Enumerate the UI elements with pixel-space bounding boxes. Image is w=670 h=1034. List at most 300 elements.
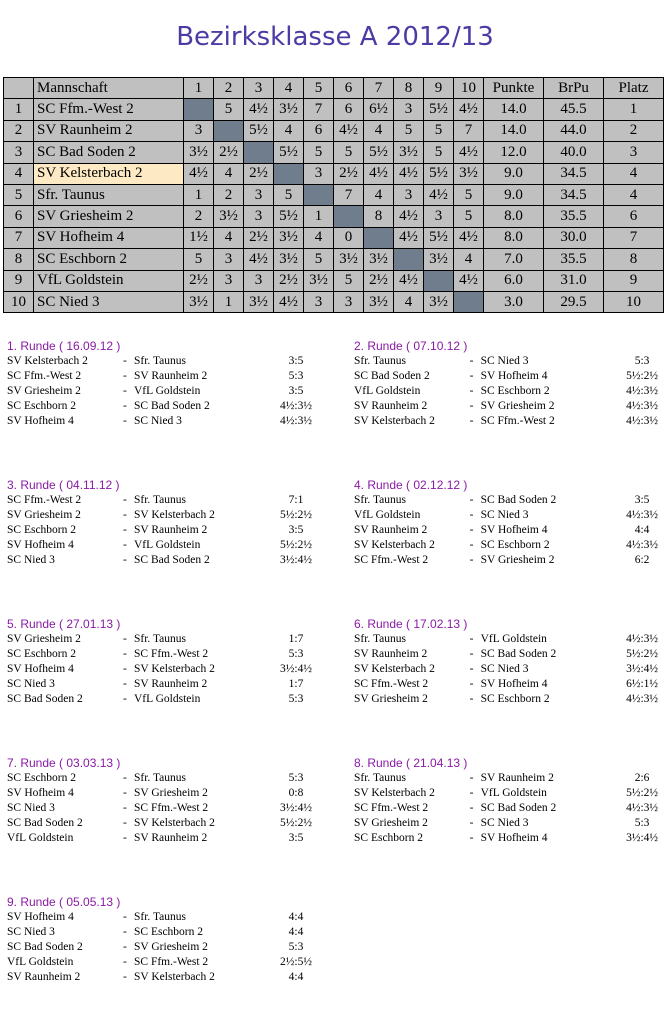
match-score: 5:3 [288, 772, 304, 784]
round-title: 9. Runde ( 05.05.13 ) [7, 895, 121, 909]
home-team: SC Ffm.-West 2 [354, 554, 429, 566]
result-cell: 5 [184, 249, 214, 270]
match-row [7, 384, 354, 399]
away-team: VfL Goldstein [134, 539, 201, 551]
result-cell: 0 [334, 227, 364, 248]
match-separator: - [123, 832, 127, 844]
team-cell: SV Raunheim 2 [34, 120, 184, 141]
result-cell: 6 [334, 99, 364, 120]
column-header: 2 [214, 78, 244, 99]
result-cell: 4 [304, 227, 334, 248]
away-team: SC Ffm.-West 2 [134, 802, 209, 814]
match-score: 1:7 [288, 633, 304, 645]
result-cell: 4½ [454, 227, 484, 248]
place-cell: 10 [604, 291, 664, 312]
home-team: SV Hofheim 4 [7, 539, 74, 551]
match-row [354, 493, 667, 508]
away-team: SC Ffm.-West 2 [134, 648, 209, 660]
match-separator: - [123, 693, 127, 705]
result-cell: 2 [214, 184, 244, 205]
match-score: 2:6 [634, 772, 650, 784]
match-score: 4½:3½ [626, 400, 659, 412]
match-row [7, 399, 354, 414]
team-cell: SV Kelsterbach 2 [34, 163, 184, 184]
diagonal-cell [274, 163, 304, 184]
match-score: 3½:4½ [626, 663, 659, 675]
result-cell: 5½ [274, 142, 304, 163]
place-cell: 4 [604, 184, 664, 205]
match-row [354, 538, 667, 553]
rank-cell: 1 [4, 99, 34, 120]
round-title: 6. Runde ( 17.02.13 ) [354, 617, 468, 631]
away-team: SC Bad Soden 2 [134, 554, 210, 566]
away-team: SV Griesheim 2 [134, 941, 208, 953]
round-block [354, 478, 667, 617]
column-header: 6 [334, 78, 364, 99]
match-row [7, 508, 354, 523]
result-cell: 4½ [244, 99, 274, 120]
match-row [7, 970, 354, 985]
match-separator: - [469, 787, 474, 799]
match-row [7, 632, 354, 647]
match-separator: - [469, 663, 474, 675]
away-team: SC Nied 3 [480, 509, 529, 521]
match-row [7, 414, 354, 429]
round-title: 3. Runde ( 04.11.12 ) [7, 478, 120, 492]
away-team: SC Bad Soden 2 [134, 400, 210, 412]
points-cell: 9.0 [484, 184, 544, 205]
away-team: SC Nied 3 [480, 663, 529, 675]
match-row [354, 771, 667, 786]
place-cell: 8 [604, 249, 664, 270]
table-row [4, 142, 664, 163]
result-cell: 7 [334, 184, 364, 205]
column-header: 8 [394, 78, 424, 99]
away-team: SV Hofheim 4 [480, 524, 548, 536]
away-team: SV Raunheim 2 [134, 832, 208, 844]
board-points-cell: 45.5 [544, 99, 604, 120]
match-row [7, 523, 354, 538]
result-cell: 4½ [394, 206, 424, 227]
diagonal-cell [214, 120, 244, 141]
result-cell: 3½ [394, 142, 424, 163]
home-team: SV Raunheim 2 [354, 524, 428, 536]
away-team: SV Raunheim 2 [134, 370, 208, 382]
match-separator: - [123, 941, 127, 953]
table-row [4, 206, 664, 227]
result-cell: 8 [364, 206, 394, 227]
diagonal-cell [454, 291, 484, 312]
table-header-row [4, 78, 664, 99]
points-cell: 9.0 [484, 163, 544, 184]
home-team: SV Hofheim 4 [7, 415, 74, 427]
match-row [354, 508, 667, 523]
match-separator: - [123, 817, 127, 829]
result-cell: 4½ [454, 270, 484, 291]
home-team: SV Raunheim 2 [354, 400, 428, 412]
points-cell: 3.0 [484, 291, 544, 312]
result-cell: 4½ [184, 163, 214, 184]
match-row [7, 553, 354, 568]
away-team: SC Nied 3 [480, 355, 529, 367]
home-team: VfL Goldstein [354, 509, 421, 521]
rank-cell: 3 [4, 142, 34, 163]
match-score: 5:3 [634, 817, 650, 829]
match-separator: - [123, 926, 127, 938]
result-cell: 5½ [274, 206, 304, 227]
away-team: SV Kelsterbach 2 [134, 509, 215, 521]
result-cell: 4 [364, 184, 394, 205]
result-cell: 4½ [424, 184, 454, 205]
match-separator: - [123, 787, 127, 799]
match-row [7, 910, 354, 925]
match-score: 3:5 [288, 385, 304, 397]
points-cell: 14.0 [484, 120, 544, 141]
result-cell: 5 [454, 184, 484, 205]
result-cell: 6½ [364, 99, 394, 120]
home-team: Sfr. Taunus [354, 355, 407, 367]
home-team: SC Eschborn 2 [7, 524, 76, 536]
round-block [354, 617, 667, 756]
match-separator: - [123, 494, 127, 506]
points-cell: 7.0 [484, 249, 544, 270]
match-row [354, 523, 667, 538]
match-separator: - [123, 385, 127, 397]
place-cell: 1 [604, 99, 664, 120]
match-row [7, 816, 354, 831]
result-cell: 4½ [394, 163, 424, 184]
result-cell: 3½ [454, 163, 484, 184]
match-row [7, 786, 354, 801]
away-team: SV Griesheim 2 [134, 787, 208, 799]
column-header: BrPu [544, 78, 604, 99]
home-team: SC Nied 3 [7, 554, 55, 566]
match-row [354, 677, 667, 692]
result-cell: 3 [334, 291, 364, 312]
column-header: 7 [364, 78, 394, 99]
table-row [4, 249, 664, 270]
match-row [354, 414, 667, 429]
result-cell: 4½ [454, 142, 484, 163]
match-row [7, 831, 354, 846]
result-cell: 4½ [394, 270, 424, 291]
away-team: SC Eschborn 2 [480, 539, 550, 551]
result-cell: 5 [334, 270, 364, 291]
diagonal-cell [424, 270, 454, 291]
home-team: SV Kelsterbach 2 [354, 787, 435, 799]
home-team: SC Ffm.-West 2 [354, 678, 429, 690]
result-cell: 3 [244, 184, 274, 205]
match-separator: - [123, 415, 127, 427]
place-cell: 2 [604, 120, 664, 141]
match-separator: - [123, 956, 127, 968]
home-team: SV Hofheim 4 [7, 663, 74, 675]
match-row [354, 786, 667, 801]
team-cell: SV Griesheim 2 [34, 206, 184, 227]
match-separator: - [469, 355, 474, 367]
result-cell: 5½ [244, 120, 274, 141]
points-cell: 12.0 [484, 142, 544, 163]
match-row [354, 369, 667, 384]
result-cell: 1 [214, 291, 244, 312]
away-team: SV Raunheim 2 [480, 772, 554, 784]
match-score: 4:4 [288, 911, 304, 923]
result-cell: 2½ [364, 270, 394, 291]
result-cell: 3½ [184, 291, 214, 312]
home-team: Sfr. Taunus [354, 633, 407, 645]
points-cell: 8.0 [484, 206, 544, 227]
result-cell: 3½ [364, 249, 394, 270]
result-cell: 4½ [454, 99, 484, 120]
match-row [354, 662, 667, 677]
diagonal-cell [304, 184, 334, 205]
diagonal-cell [394, 249, 424, 270]
away-team: SV Hofheim 4 [480, 370, 548, 382]
match-row [354, 692, 667, 707]
result-cell: 3½ [274, 249, 304, 270]
team-cell: SV Hofheim 4 [34, 227, 184, 248]
away-team: SC Eschborn 2 [134, 926, 203, 938]
diagonal-cell [244, 142, 274, 163]
result-cell: 3½ [424, 249, 454, 270]
table-row [4, 120, 664, 141]
place-cell: 7 [604, 227, 664, 248]
match-score: 3:5 [288, 524, 304, 536]
match-separator: - [469, 415, 474, 427]
away-team: SC Nied 3 [134, 415, 182, 427]
round-block [7, 617, 354, 756]
home-team: SV Griesheim 2 [7, 633, 81, 645]
match-score: 4½:3½ [626, 802, 659, 814]
home-team: SC Nied 3 [7, 802, 55, 814]
match-separator: - [123, 355, 127, 367]
result-cell: 2 [184, 206, 214, 227]
rank-cell: 7 [4, 227, 34, 248]
match-row [354, 632, 667, 647]
away-team: SV Kelsterbach 2 [134, 663, 215, 675]
match-score: 4½:3½ [626, 385, 659, 397]
result-cell: 3 [214, 249, 244, 270]
match-score: 6½:1½ [626, 678, 659, 690]
away-team: SC Bad Soden 2 [480, 648, 557, 660]
diagonal-cell [184, 99, 214, 120]
match-score: 1:7 [288, 678, 304, 690]
away-team: SC Eschborn 2 [480, 385, 550, 397]
home-team: SC Bad Soden 2 [7, 941, 83, 953]
result-cell: 3 [394, 184, 424, 205]
rank-cell: 2 [4, 120, 34, 141]
rank-cell: 6 [4, 206, 34, 227]
match-separator: - [469, 648, 474, 660]
result-cell: 3 [424, 206, 454, 227]
points-cell: 8.0 [484, 227, 544, 248]
page-title: Bezirksklasse A 2012/13 [176, 22, 494, 52]
away-team: Sfr. Taunus [134, 633, 187, 645]
result-cell: 4 [364, 120, 394, 141]
match-row [7, 354, 354, 369]
table-row [4, 184, 664, 205]
round-block [354, 756, 667, 895]
result-cell: 3½ [364, 291, 394, 312]
round-title: 7. Runde ( 03.03.13 ) [7, 756, 121, 770]
result-cell: 3½ [304, 270, 334, 291]
match-score: 3½:4½ [280, 554, 312, 566]
table-row [4, 227, 664, 248]
round-title: 1. Runde ( 16.09.12 ) [7, 339, 121, 353]
match-separator: - [123, 400, 127, 412]
result-cell: 4½ [364, 163, 394, 184]
result-cell: 3 [304, 291, 334, 312]
home-team: SV Griesheim 2 [7, 509, 81, 521]
home-team: VfL Goldstein [354, 385, 421, 397]
away-team: SC Bad Soden 2 [480, 494, 557, 506]
result-cell: 5 [304, 142, 334, 163]
match-row [7, 955, 354, 970]
result-cell: 5 [214, 99, 244, 120]
board-points-cell: 35.5 [544, 206, 604, 227]
column-header: 10 [454, 78, 484, 99]
result-cell: 5½ [424, 163, 454, 184]
rounds-section [7, 339, 667, 1034]
place-cell: 9 [604, 270, 664, 291]
home-team: SV Hofheim 4 [7, 787, 74, 799]
team-cell: VfL Goldstein [34, 270, 184, 291]
match-score: 4½:3½ [626, 415, 659, 427]
team-cell: SC Ffm.-West 2 [34, 99, 184, 120]
match-row [354, 647, 667, 662]
result-cell: 3½ [184, 142, 214, 163]
board-points-cell: 31.0 [544, 270, 604, 291]
match-score: 5½:2½ [280, 817, 312, 829]
match-separator: - [123, 971, 127, 983]
match-separator: - [469, 494, 474, 506]
result-cell: 3 [244, 270, 274, 291]
match-score: 7:1 [288, 494, 304, 506]
home-team: SC Ffm.-West 2 [354, 802, 429, 814]
match-row [354, 384, 667, 399]
home-team: SV Kelsterbach 2 [354, 539, 435, 551]
board-points-cell: 40.0 [544, 142, 604, 163]
column-header: 1 [184, 78, 214, 99]
result-cell: 5½ [424, 227, 454, 248]
result-cell: 2½ [244, 227, 274, 248]
match-score: 5:3 [288, 941, 304, 953]
match-score: 4:4 [288, 926, 304, 938]
match-score: 2½:5½ [280, 956, 312, 968]
crosstable [3, 77, 664, 313]
result-cell: 5 [454, 206, 484, 227]
home-team: SV Kelsterbach 2 [354, 415, 435, 427]
away-team: SV Hofheim 4 [480, 832, 548, 844]
result-cell: 3 [214, 270, 244, 291]
result-cell: 5 [424, 142, 454, 163]
away-team: Sfr. Taunus [134, 494, 187, 506]
match-separator: - [123, 911, 127, 923]
match-row [7, 677, 354, 692]
result-cell: 2½ [214, 142, 244, 163]
match-separator: - [469, 633, 474, 645]
match-row [354, 354, 667, 369]
result-cell: 3 [244, 206, 274, 227]
result-cell: 4½ [274, 291, 304, 312]
home-team: SC Ffm.-West 2 [7, 494, 82, 506]
match-score: 5:3 [288, 648, 304, 660]
match-score: 4½:3½ [280, 415, 312, 427]
home-team: SV Raunheim 2 [7, 971, 81, 983]
match-separator: - [469, 678, 474, 690]
away-team: Sfr. Taunus [134, 911, 187, 923]
match-separator: - [469, 539, 474, 551]
place-cell: 6 [604, 206, 664, 227]
match-row [7, 538, 354, 553]
result-cell: 3½ [244, 291, 274, 312]
result-cell: 5 [334, 142, 364, 163]
match-score: 3½:4½ [280, 663, 312, 675]
match-row [354, 816, 667, 831]
match-score: 3:5 [634, 494, 650, 506]
home-team: SV Kelsterbach 2 [7, 355, 88, 367]
home-team: SC Eschborn 2 [354, 832, 423, 844]
away-team: SV Griesheim 2 [480, 554, 555, 566]
away-team: VfL Goldstein [480, 787, 547, 799]
round-title: 4. Runde ( 02.12.12 ) [354, 478, 468, 492]
result-cell: 5 [394, 120, 424, 141]
home-team: SC Ffm.-West 2 [7, 370, 82, 382]
team-cell: SC Eschborn 2 [34, 249, 184, 270]
round-block [7, 339, 354, 478]
away-team: SC Bad Soden 2 [480, 802, 557, 814]
match-separator: - [469, 400, 474, 412]
match-separator: - [123, 633, 127, 645]
match-score: 6:2 [634, 554, 650, 566]
result-cell: 3½ [274, 227, 304, 248]
match-separator: - [123, 554, 127, 566]
result-cell: 5 [304, 249, 334, 270]
away-team: SV Kelsterbach 2 [134, 971, 215, 983]
result-cell: 3 [394, 99, 424, 120]
match-score: 3½:4½ [626, 832, 659, 844]
match-score: 5:3 [288, 693, 304, 705]
match-score: 3:5 [288, 355, 304, 367]
table-row [4, 163, 664, 184]
match-separator: - [469, 693, 474, 705]
result-cell: 4 [214, 227, 244, 248]
points-cell: 6.0 [484, 270, 544, 291]
round-block [7, 478, 354, 617]
column-header: 4 [274, 78, 304, 99]
column-header: Mannschaft [34, 78, 184, 99]
result-cell: 3½ [334, 249, 364, 270]
home-team: SV Hofheim 4 [7, 911, 74, 923]
round-block [7, 895, 354, 1034]
match-separator: - [469, 524, 474, 536]
table-row [4, 291, 664, 312]
result-cell: 3½ [424, 291, 454, 312]
round-title: 8. Runde ( 21.04.13 ) [354, 756, 468, 770]
match-row [7, 662, 354, 677]
home-team: VfL Goldstein [7, 832, 74, 844]
result-cell: 2½ [244, 163, 274, 184]
result-cell: 6 [304, 120, 334, 141]
away-team: VfL Goldstein [134, 385, 201, 397]
home-team: SC Eschborn 2 [7, 772, 76, 784]
result-cell: 2½ [184, 270, 214, 291]
match-score: 5½:2½ [626, 787, 659, 799]
column-header: 5 [304, 78, 334, 99]
match-separator: - [123, 648, 127, 660]
result-cell: 3½ [274, 99, 304, 120]
match-score: 5½:2½ [280, 509, 312, 521]
